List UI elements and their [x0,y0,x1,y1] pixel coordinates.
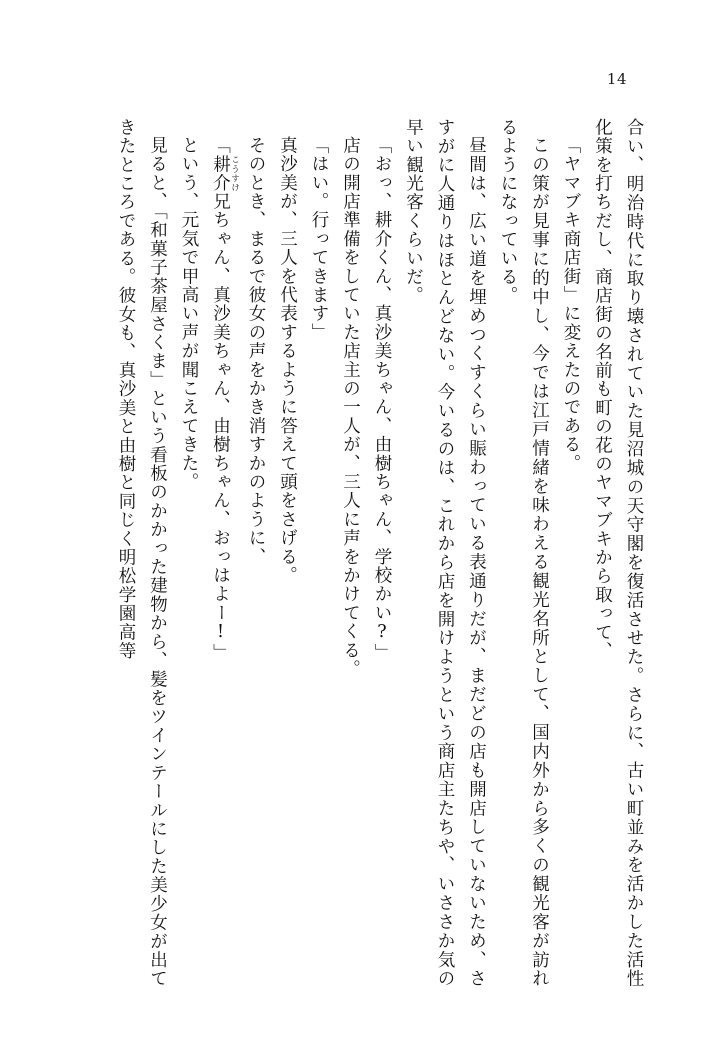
paragraph-8: 真沙美が、三人を代表するように答えて頭をさげる。 [277,136,298,585]
paragraph-5: 「おっ、耕介くん、真沙美ちゃん、由樹ちゃん、学校かい?」 [372,136,392,663]
paragraph-10-prefix: 「 [210,136,231,155]
ruby-text-kousuke [210,154,240,193]
paragraph-1: 合い、明治時代に取り壊されていた見沼城の天守閣を復活させた。さらに、古い町並みを活かした活性化策を打ちだし、商店街の名前も町の花のヤマブキから取って、 [592,118,644,988]
paragraph-4: 昼間は、広い道を埋めつくすくらい賑わっている表通りだが、まだどの店も開店していないため、さすがに人通りはほとんどない。今いるのは、これから店を開けようという商店主たちや、いささか気の早い観光客くらいだ。 [403,118,487,988]
ruby-base: 耕介 [210,154,231,193]
paragraph-11: という、元気で甲高い声が聞こえてきた。 [179,136,199,492]
paragraph-12: 見ると、「和菓子茶屋さくま」という看板のかかった建物から、髪をツインテールにした美少女が出てきたところである。彼女も、真沙美と由樹と同じく明松学園高等 [116,118,168,988]
paragraph-3: この策が見事に的中し、今では江戸情緒を味わえる観光名所として、国内外から多くの観光客が訪れるようになっている。 [498,118,550,988]
page-number: 14 [606,70,627,88]
page-text-body [64,118,649,988]
paragraph-6: 店の開店準備をしていた店主の一人が、三人に声をかけてくる。 [340,136,361,679]
paragraph-7: 「はい。行ってきます」 [309,136,329,342]
ruby-reading: こうすけ [229,154,240,193]
paragraph-2: 「ヤマブキ商店街」に変えたのである。 [561,136,581,473]
paragraph-10 [204,118,240,988]
paragraph-10-suffix: 兄ちゃん、真沙美ちゃん、由樹ちゃん、おっはよー!」 [210,192,231,663]
paragraph-9: そのとき、まるで彼女の声をかき消すかのように、 [246,136,266,567]
